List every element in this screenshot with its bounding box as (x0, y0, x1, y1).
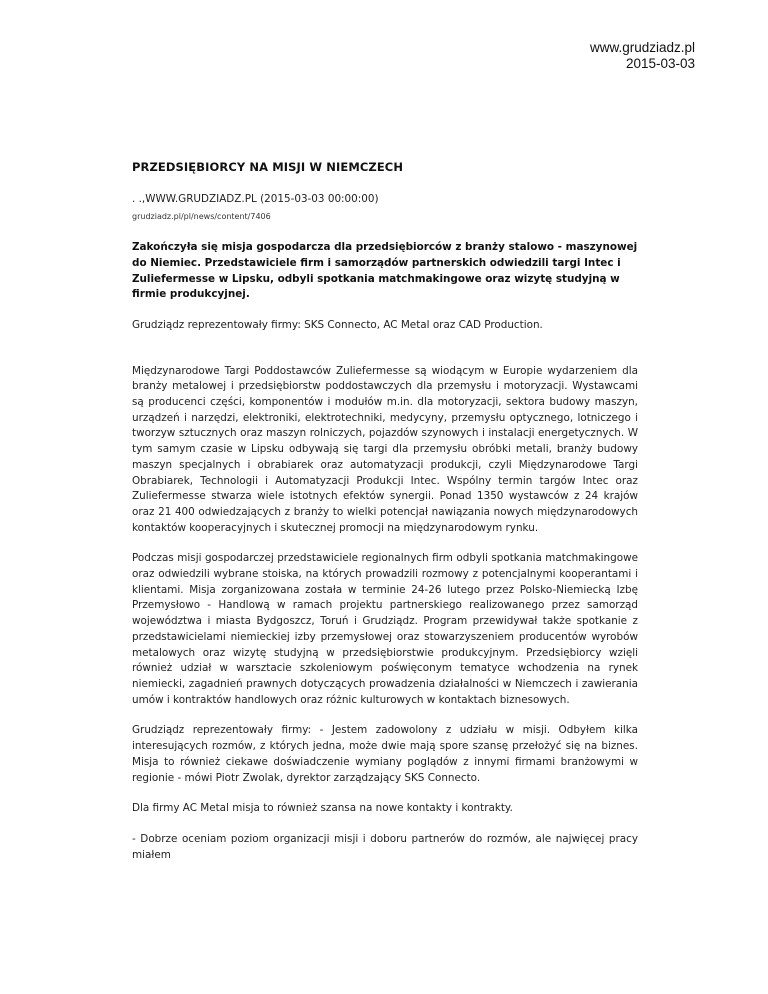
article-title: PRZEDSIĘBIORCY NA MISJI W NIEMCZECH (132, 160, 404, 174)
article-source: . .,WWW.GRUDZIADZ.PL (2015-03-03 00:00:00) (132, 192, 379, 205)
header-site: www.grudziadz.pl (589, 40, 695, 55)
header-date: 2015-03-03 (625, 56, 695, 71)
paragraph-4: Grudziądz reprezentowały firmy: - Jestem zadowolony z udziału w misji. Odbyłem kilka interesujących rozmów, z których jedna, może dwie mają spore szansę przełożyć się na biznes. Misja to również ciekawe doświadczenie wymiany poglądów z innymi firmami branżowymi w regionie - mówi Piotr Zwolak, dyrektor zarządzający SKS Connecto. (132, 724, 638, 784)
paragraph-spacer (132, 349, 638, 364)
article (132, 160, 638, 878)
paragraph-6: - Dobrze oceniam poziom organizacji misji i doboru partnerów do rozmów, ale najwięcej pracy miałem (132, 832, 638, 861)
paragraph-3: Podczas misji gospodarczej przedstawiciele regionalnych firm odbyli spotkania matchmakingowe oraz odwiedzili wybrane stoiska, na których prowadzili rozmowy z potencjalnymi kooperantami i klientami. Misja zorganizowana została w terminie 24-26 lutego przez Polsko-Niemiecką Izbę Przemysłowo - Handlową w ramach projektu partnerskiego realizowanego przez samorząd województwa i miasta Bydgoszcz, Toruń i Grudziądz. Program przewidywał także spotkanie z przedstawicielami niemieckiej izby przemysłowej oraz stowarzyszeniem producentów wyrobów metalowych oraz wizytę studyjną w przedsiębiorstwie produkcyjnym. Przedsiębiorcy wzięli również udział w warsztacie szkoleniowym poświęconym tematyce wchodzenia na rynek niemiecki, zagadnień prawnych dotyczących prowadzenia działalności w Niemczech i zawierania umów i kontraktów handlowych oraz różnic kulturowych w kontaktach biznesowych. (132, 552, 638, 706)
paragraph-2: Międzynarodowe Targi Poddostawców Zuliefermesse są wiodącym w Europie wydarzeniem dla branży metalowej i przedsiębiorstw poddostawczych dla przemysłu i motoryzacji. Wystawcami są producenci części, komponentów i modułów m.in. dla motoryzacji, sektora budowy maszyn, urządzeń i narzędzi, elektroniki, elektrotechniki, medycyny, przemysłu optycznego, lotniczego i tworzyw sztucznych oraz maszyn rolniczych, pojazdów szynowych i instalacji energetycznych. W tym samym czasie w Lipsku odbywają się targi dla przemysłu obróbki metali, branży budowy maszyn specjalnych i obrabiarek oraz automatyzacji produkcji, czyli Międzynarodowe Targi Obrabiarek, Technologii i Automatyzacji Produkcji Intec. Wspólny termin targów Intec oraz Zuliefermesse stwarza wiele istotnych efektów synergii. Ponad 1350 wystawców z 24 krajów oraz 21 400 odwiedzających z branży to wielki potencjał nawiązania nowych międzynarodowych kontaktów kooperacyjnych i skutecznej promocji na międzynarodowym rynku. (132, 364, 638, 534)
paragraph-5: Dla firmy AC Metal misja to również szansa na nowe kontakty i kontrakty. (132, 802, 513, 815)
paragraph-1: Grudziądz reprezentowały firmy: SKS Connecto, AC Metal oraz CAD Production. (132, 318, 543, 331)
article-url: grudziadz.pl/pl/news/content/7406 (132, 212, 271, 222)
page-header (590, 40, 695, 72)
article-lead: Zakończyła się misja gospodarcza dla przedsiębiorców z branży stalowo - maszynowej do Niemiec. Przedstawiciele firm i samorządów partnerskich odwiedzili targi Intec i Zuliefermesse w Lipsku, odbyli spotkania matchmakingowe oraz wizytę studyjną w firmie produkcyjnej. (132, 241, 638, 301)
